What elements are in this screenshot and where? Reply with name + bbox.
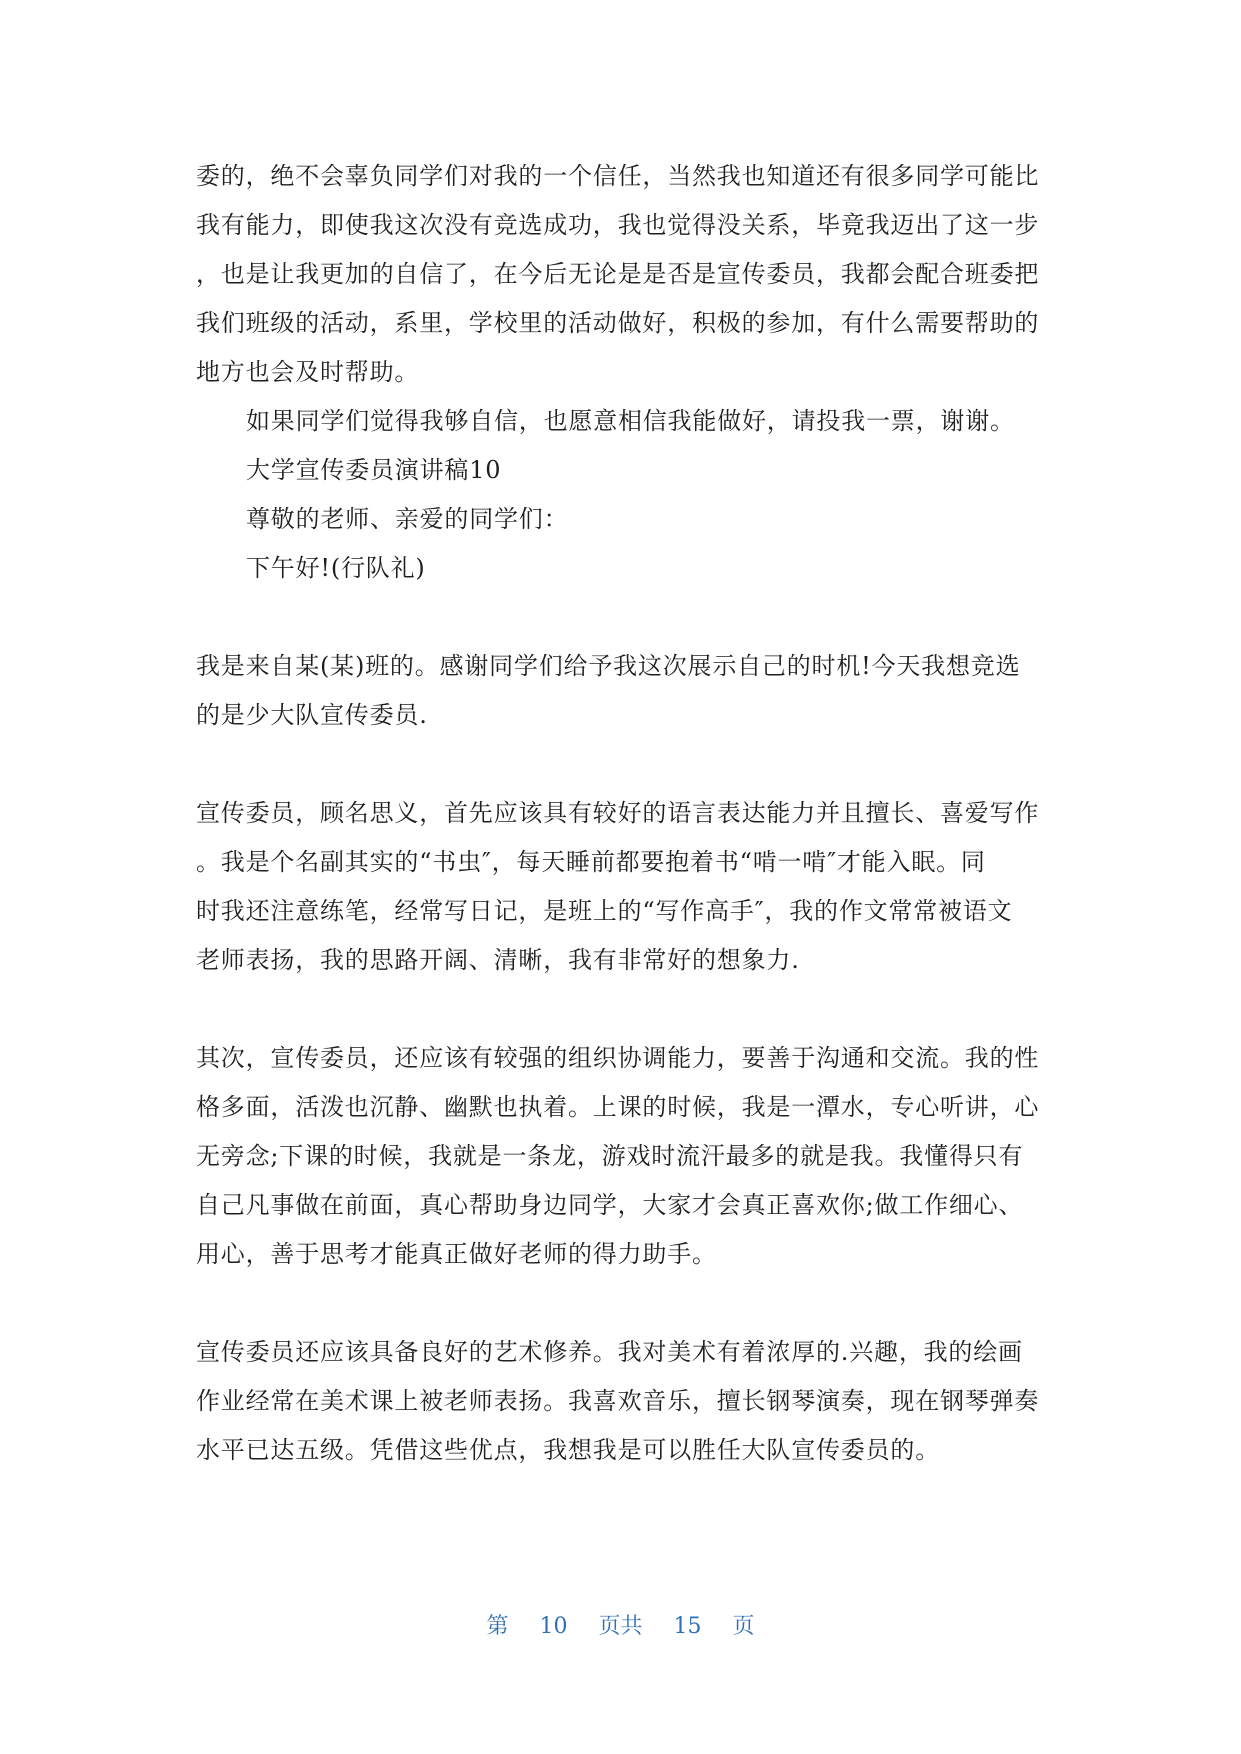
paragraph-spacer bbox=[196, 1279, 1060, 1328]
paragraph bbox=[196, 1328, 1060, 1475]
paragraph-spacer bbox=[196, 740, 1060, 789]
paragraph bbox=[196, 789, 1060, 985]
text-line: 。我是个名副其实的“书虫″，每天睡前都要抱着书“啃一啃″才能入眠。同 bbox=[196, 848, 986, 876]
paragraph-spacer bbox=[196, 593, 1060, 642]
text-line: 我有能力，即使我这次没有竞选成功，我也觉得没关系，毕竟我迈出了这一步 bbox=[196, 211, 1040, 239]
text-line: 自己凡事做在前面，真心帮助身边同学，大家才会真正喜欢你;做工作细心、 bbox=[196, 1191, 1024, 1219]
document-body bbox=[196, 152, 1060, 1475]
text-line: 格多面，活泼也沉静、幽默也执着。上课的时候，我是一潭水，专心听讲，心 bbox=[196, 1093, 1040, 1121]
text-line: 宣传委员，顾名思义，首先应该具有较好的语言表达能力并且擅长、喜爱写作 bbox=[196, 799, 1040, 827]
footer-middle: 页共 bbox=[598, 1614, 643, 1639]
greeting bbox=[196, 544, 1060, 593]
text-line: 水平已达五级。凭借这些优点，我想我是可以胜任大队宣传委员的。 bbox=[196, 1436, 940, 1464]
text-line: 我是来自某(某)班的。感谢同学们给予我这次展示自己的时机!今天我想竞选 bbox=[196, 652, 1021, 680]
footer-suffix: 页 bbox=[732, 1614, 755, 1639]
text-line: ，也是让我更加的自信了，在今后无论是是否是宣传委员，我都会配合班委把 bbox=[196, 260, 1040, 288]
text-line: 如果同学们觉得我够自信，也愿意相信我能做好，请投我一票，谢谢。 bbox=[246, 407, 1015, 435]
text-line: 时我还注意练笔，经常写日记，是班上的“写作高手″，我的作文常常被语文 bbox=[196, 897, 1013, 925]
paragraph bbox=[196, 642, 1060, 740]
text-line: 我们班级的活动，系里，学校里的活动做好，积极的参加，有什么需要帮助的 bbox=[196, 309, 1040, 337]
paragraph-spacer bbox=[196, 985, 1060, 1034]
text-line: 委的，绝不会辜负同学们对我的一个信任，当然我也知道还有很多同学可能比 bbox=[196, 162, 1040, 190]
text-line: 下午好!(行队礼) bbox=[246, 554, 426, 582]
paragraph bbox=[196, 1034, 1060, 1279]
footer-prefix: 第 bbox=[486, 1614, 509, 1639]
text-line: 大学宣传委员演讲稿10 bbox=[246, 456, 502, 484]
text-line: 的是少大队宣传委员. bbox=[196, 701, 428, 729]
text-line: 老师表扬，我的思路开阔、清晰，我有非常好的想象力. bbox=[196, 946, 800, 974]
text-line: 地方也会及时帮助。 bbox=[196, 358, 420, 386]
page-footer bbox=[0, 1612, 1241, 1642]
text-line: 其次，宣传委员，还应该有较强的组织协调能力，要善于沟通和交流。我的性 bbox=[196, 1044, 1040, 1072]
text-line: 尊敬的老师、亲爱的同学们： bbox=[246, 505, 569, 533]
paragraph bbox=[196, 397, 1060, 446]
text-line: 宣传委员还应该具备良好的艺术修养。我对美术有着浓厚的.兴趣，我的绘画 bbox=[196, 1338, 1023, 1366]
paragraph bbox=[196, 152, 1060, 397]
salutation bbox=[196, 495, 1060, 544]
text-line: 用心，善于思考才能真正做好老师的得力助手。 bbox=[196, 1240, 717, 1268]
current-page-number: 10 bbox=[539, 1614, 568, 1639]
total-pages-number: 15 bbox=[673, 1614, 702, 1639]
text-line: 作业经常在美术课上被老师表扬。我喜欢音乐，擅长钢琴演奏，现在钢琴弹奏 bbox=[196, 1387, 1040, 1415]
section-title bbox=[196, 446, 1060, 495]
text-line: 无旁念;下课的时候，我就是一条龙，游戏时流汗最多的就是我。我懂得只有 bbox=[196, 1142, 1024, 1170]
